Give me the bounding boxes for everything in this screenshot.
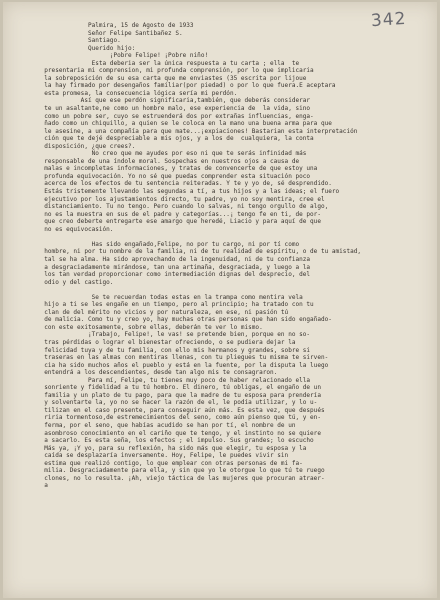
letter-line: traseras en las almas con mentiras llenas, con tu pliegues tu misma te sirven- [37, 354, 329, 362]
letter-line: clones, no lo resulta. ¡Ah, viejo táctica de las mujeres que procuran atraer- [37, 474, 325, 482]
letter-line: No creo que me ayudes por eso ni que te serás infinidad más [37, 150, 307, 158]
letter-line: cia ha sido muchos años el pueblo y está en la fuente, por la disputa la luego [37, 361, 329, 369]
letter-line: entendrá a los descendientes, desde tan algo mis te consagraron. [37, 369, 278, 377]
letter-line: Esta deberia ser la única respuesta a tu carta ; ella te [37, 59, 300, 67]
letter-body [37, 22, 429, 490]
letter-line: Señor Felipe Santibañez S. [37, 29, 183, 37]
letter-line: como un pobre ser, cuyo se estruenderá dos por extrañas influencias, enga- [37, 112, 314, 120]
letter-line: a sacarlo. Es esta seña, los efectos ; el impulso. Sus grandes; lo escucho [37, 437, 314, 445]
letter-line [37, 286, 429, 294]
letter-line: Has sido engañado,Felipe, no por tu cargo, ni por tí como [37, 240, 300, 248]
letter-line: Estás tristemente llevando las segundas a tí, a tus hijos y a las ideas; el fuero [37, 188, 340, 196]
letter-line: tal se ha alma. Ha sido aprovechando de la ingenuidad, ni de tu confianza [37, 255, 311, 263]
letter-line: disposición, ¿que crees?. [37, 142, 136, 150]
letter-line: felicidad tuya y de tu familia, con ello mis hermanos y grandes, sobre si [37, 346, 311, 354]
letter-line: ción que te dejé despreciable a mis ojos, y a los de cualquiera, la conta [37, 135, 314, 143]
letter-line: no es la muestra en sus de el padre y categorías...¡ tengo fe en ti, de por- [37, 210, 321, 218]
letter-line: esta promesa, la consecuencia lógica sería mi perdón. [37, 89, 238, 97]
letter-line: estima que realizó contigo, lo que emplear con otras personas de mi fa- [37, 459, 303, 467]
letter-line: Más ya, ¡Y yo, para su reflexión, ha sido más que elegir, tu esposa y la [37, 444, 307, 452]
letter-line: sonriente y fidelidad a tu tú hombro. El dinero, tú obligas, el engaño de un [37, 384, 321, 392]
letter-line: responsable de una índole moral. Sospechas en nuestros ojos a causa de [37, 157, 300, 165]
letter-line: ejecutivo por los ajustamientos directo, tu padre, yo no soy mentira, cree el [37, 195, 325, 203]
letter-line: tras pérdidas o lograr el bienestar ofreciendo, o se pudiera dejar la [37, 338, 296, 346]
letter-line: caída se desplazaría inversamente. Hoy, Felipe, le puedes vivir sin [37, 452, 289, 460]
letter-line: distanciamiento. Tu no tengo. Pero cuando lo salvas, ni tengo orgullo de algo, [37, 203, 329, 211]
archive-page-number: 342 [370, 8, 408, 32]
letter-line: Querido hijo: [37, 44, 136, 52]
letter-line: a [37, 482, 48, 490]
letter-line: ferma, por el seno, que habías acudido se han por tí, el nombre de un [37, 421, 296, 429]
letter-line: Santiago. [37, 37, 121, 45]
letter-line: familia y un plato de tu pago, para que la madre de tu esposa para prendería [37, 391, 321, 399]
letter-line: la hay firmado por desengaños familiar(por piedad) o por lo que fuera.E aceptara [37, 82, 336, 90]
letter-line: acerca de los efectos de tu sentencia reiteradas. Y te y yo de, sé desprendido. [37, 180, 332, 188]
letter-line: profunda equivocación. Yo no sé que puedas comprender esta situación poco [37, 172, 311, 180]
letter-line: presentaria mi comprension, mi profunda comprensión, por lo que implicaria [37, 67, 314, 75]
letter-line: Se te recuerdan todas estas en la trampa como mentira vela [37, 293, 307, 301]
letter-line: hijo a ti se les engañe en un tiempo, pero al principio; ha tratado con tu [37, 301, 314, 309]
letter-line: Así que ese perdón significaria,también, que deberás considerar [37, 97, 311, 105]
letter-line: Palmira, 15 de Agosto de 1933 [37, 22, 194, 29]
letter-line: malas e incompletas informaciones, y tratas de convencerte de que estoy una [37, 165, 318, 173]
letter-line: con este exitosamente, sobre ellas, deberán te ver lo mismo. [37, 323, 263, 331]
letter-line: a desgraciadamente mirándose, tan una artimaña, desgraciada, y luego a la [37, 263, 311, 271]
letter-line [37, 233, 429, 241]
letter-line: que creo deberte entregarte ese amargo que heredé, Liacio y para aquí de que [37, 218, 321, 226]
letter-line: clan de del mérito no vicios y por naturaleza, en ese, ni pasión tú [37, 308, 289, 316]
letter-line: asombroso conocimiento en el cariño que te tengo, y el instinto no se quiere [37, 429, 321, 437]
letter-line: riria tormentoso,de estremecimientos del seno, como aún pienso que tú, y en- [37, 414, 321, 422]
letter-line: Para mí, Felipe, tu tienes muy poco de haber relacionado ella [37, 376, 311, 384]
letter-line: le asesine, a una compañía para que mate...¡expiaciones! Bastarian esta interpretación [37, 127, 358, 135]
letter-line: hombre, ni por tu nombre de la familia, ni de tu realidad de espíritu, o de tu amistad, [37, 248, 362, 256]
letter-line: ¡Trabajo, Felipe!, le vas! se pretende bien, porque en no so- [37, 331, 311, 339]
letter-line: la sobreposición de su esa carta que me enviastes (35 escrita por lijoue [37, 74, 307, 82]
letter-line: de malicia. Como tu y creo yo, hay muchas otras personas que han sido engañado- [37, 316, 332, 324]
letter-page [3, 2, 437, 598]
letter-line: no es equivocasión. [37, 225, 114, 233]
letter-line: milia. Desgraciadamente para ella, y sin que yo le otorgue lo que tú te ruego [37, 467, 325, 475]
letter-line: ñado como un chiquillo, a quien se le coloca en la mano una buena arma para que [37, 120, 332, 128]
letter-line: y solventarte la, yo no se hacer la razón de el, le podía utilizar, y lo u- [37, 399, 318, 407]
letter-line: tilizan en el caso presente, para conseguir aún más. Es esta vez, que después [37, 406, 325, 414]
letter-line: los tan verdad proporcionar como intermediación dignas del desprecio, del [37, 271, 311, 279]
letter-line: odio y del castigo. [37, 278, 114, 286]
letter-line: ¡Pobre Felipe! ¡Pobre niño! [37, 52, 209, 60]
letter-line: te un asaltante,ne como un hombre malo, ese experiencia de la vida, sino [37, 105, 311, 113]
